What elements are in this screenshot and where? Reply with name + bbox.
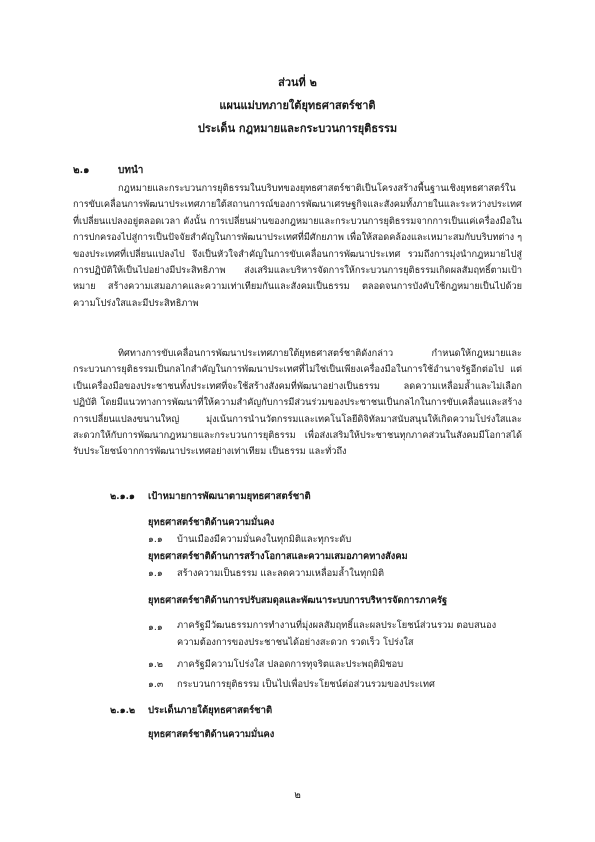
security-heading: ยุทธศาสตร์ชาติด้านความมั่นคง: [148, 517, 275, 528]
subsection-1-number: ๒.๑.๑: [110, 491, 135, 502]
paragraph-1-text: กฎหมายและกระบวนการยุติธรรมในบริบทของยุทธศาสตร์ชาติเป็นโครงสร้างพื้นฐานเชิงยุทธศาสตร์ในการขับเคลื่อนการพัฒนาประเทศภายใต้สถานการณ์ของการพัฒนาเศรษฐกิจและสังคมทั้งภายในและระหว่างประเทศที่เปลี่ยนแปลงอยู่ตลอดเวลา ดังนั้น การเปลี่ยนผ่านของกฎหมายและกระบวนการยุติธรรมจากการเป็นแค่เครื่องมือในการปกครองไปสู่การเป็นปัจจัยสำคัญในการพัฒนาประเทศที่มีศักยภาพ เพื่อให้สอดคล้องและเหมาะสมกับบริบทต่าง ๆ ของประเทศที่เปลี่ยนแปลงไป จึงเป็นหัวใจสำคัญในการขับเคลื่อนการพัฒนาประเทศ รวมถึงการมุ่งนำกฎหมายไปสู่การปฏิบัติให้เป็นไปอย่างมีประสิทธิภาพ ส่งเสริมและบริหารจัดการให้กระบวนการยุติธรรมเกิดผลสัมฤทธิ์ตามเป้าหมาย สร้างความเสมอภาคและความเท่าเทียมกันและสังคมเป็นธรรม ตลอดจนการบังคับใช้กฎหมายเป็นไปด้วยความโปร่งใสและมีประสิทธิภาพ: [73, 183, 522, 309]
goal-item-number: ๑.๒: [148, 659, 163, 670]
section-number: ๒.๑: [73, 165, 90, 176]
intro-paragraph-1: [73, 181, 522, 312]
part-title: ส่วนที่ ๒: [278, 76, 317, 89]
governance-heading: ยุทธศาสตร์ชาติด้านการปรับสมดุลและพัฒนาระบบการบริหารจัดการภาครัฐ: [148, 595, 448, 606]
goal-item-text: บ้านเมืองมีความมั่นคงในทุกมิติและทุกระดับ: [177, 534, 352, 545]
page-number: ๒: [294, 790, 301, 801]
goal-item-text: ภาครัฐมีวัฒนธรรมการทำงานที่มุ่งผลสัมฤทธิ์และผลประโยชน์ส่วนรวม ตอบสนองความต้องการของประชาชนได้อย่างสะดวก รวดเร็ว โปร่งใส: [177, 620, 497, 648]
security-heading-2: ยุทธศาสตร์ชาติด้านความมั่นคง: [148, 729, 275, 740]
plan-title: แผนแม่บทภายใต้ยุทธศาสตร์ชาติ: [219, 99, 376, 112]
intro-paragraph-2: [73, 346, 522, 461]
section-title: บทนำ: [118, 165, 144, 176]
goal-item-text: กระบวนการยุติธรรม เป็นไปเพื่อประโยชน์ต่อส่วนรวมของประเทศ: [177, 679, 435, 690]
opportunity-heading: ยุทธศาสตร์ชาติด้านการสร้างโอกาสและความเสมอภาคทางสังคม: [148, 551, 408, 562]
goal-item-text: สร้างความเป็นธรรม และลดความเหลื่อมล้ำในทุกมิติ: [177, 568, 385, 579]
goal-item-text: ภาครัฐมีความโปร่งใส ปลอดการทุจริตและประพฤติมิชอบ: [177, 659, 404, 670]
goal-item-number: ๑.๑: [148, 622, 163, 633]
subsection-1-title: เป้าหมายการพัฒนาตามยุทธศาสตร์ชาติ: [148, 491, 311, 502]
goal-item-number: ๑.๑: [148, 568, 163, 579]
subsection-2-number: ๒.๑.๒: [110, 705, 136, 716]
issue-title: ประเด็น กฎหมายและกระบวนการยุติธรรม: [197, 122, 398, 135]
paragraph-2-text: ทิศทางการขับเคลื่อนการพัฒนาประเทศภายใต้ยุทธศาสตร์ชาติดังกล่าว กำหนดให้กฎหมายและกระบวนการยุติธรรมเป็นกลไกสำคัญในการพัฒนาประเทศที่ไม่ใช่เป็นเพียงเครื่องมือในการใช้อำนาจรัฐอีกต่อไป แต่เป็นเครื่องมือของประชาชนทั้งประเทศที่จะใช้สร้างสังคมที่พัฒนาอย่างเป็นธรรม ลดความเหลื่อมล้ำและไม่เลือกปฏิบัติ โดยมีแนวทางการพัฒนาที่ให้ความสำคัญกับการมีส่วนร่วมของประชาชนเป็นกลไกในการขับเคลื่อนและสร้างการเปลี่ยนแปลงขนานใหญ่ มุ่งเน้นการนำนวัตกรรมและเทคโนโลยีดิจิทัลมาสนับสนุนให้เกิดความโปร่งใสและสะดวกให้กับการพัฒนากฎหมายและกระบวนการยุติธรรม เพื่อส่งเสริมให้ประชาชนทุกภาคส่วนในสังคมมีโอกาสได้รับประโยชน์จากการพัฒนาประเทศอย่างเท่าเทียม เป็นธรรม และทั่วถึง: [73, 348, 522, 458]
goal-item-number: ๑.๓: [148, 679, 164, 690]
goal-item-number: ๑.๑: [148, 534, 163, 545]
subsection-2-title: ประเด็นภายใต้ยุทธศาสตร์ชาติ: [148, 705, 273, 716]
